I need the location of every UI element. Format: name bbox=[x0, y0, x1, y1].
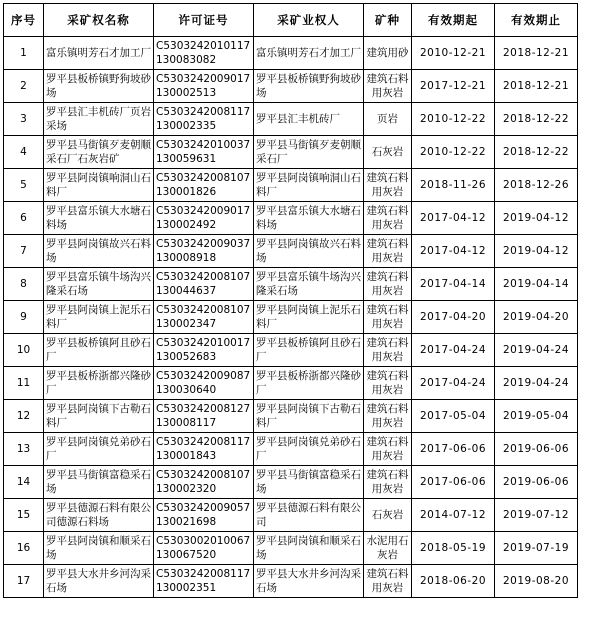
cell-license-number: C5303242008107130001826 bbox=[154, 169, 254, 202]
cell-mining-right-name: 罗平县阿岗镇下古勒石料厂 bbox=[44, 400, 154, 433]
cell-index: 14 bbox=[4, 466, 44, 499]
cell-start-date: 2018-05-19 bbox=[412, 532, 495, 565]
table-header bbox=[4, 4, 578, 37]
cell-index: 4 bbox=[4, 136, 44, 169]
cell-start-date: 2018-11-26 bbox=[412, 169, 495, 202]
cell-end-date: 2019-04-12 bbox=[495, 202, 578, 235]
cell-mineral-type: 建筑石料用灰岩 bbox=[364, 565, 412, 598]
cell-index: 13 bbox=[4, 433, 44, 466]
cell-index: 1 bbox=[4, 37, 44, 70]
cell-mineral-type: 水泥用石灰岩 bbox=[364, 532, 412, 565]
cell-mining-right-name: 罗平县板桥镇阿且砂石厂 bbox=[44, 334, 154, 367]
table-row bbox=[4, 334, 578, 367]
cell-mining-right-name: 罗平县阿岗镇响洞山石料厂 bbox=[44, 169, 154, 202]
mining-rights-table bbox=[3, 3, 578, 598]
header-end-date: 有效期止 bbox=[495, 4, 578, 37]
cell-mining-right-name: 罗平县大水井乡河沟采石场 bbox=[44, 565, 154, 598]
cell-end-date: 2019-07-12 bbox=[495, 499, 578, 532]
cell-license-number: C5303242009087130030640 bbox=[154, 367, 254, 400]
cell-end-date: 2019-04-24 bbox=[495, 367, 578, 400]
cell-start-date: 2017-06-06 bbox=[412, 433, 495, 466]
cell-start-date: 2017-12-21 bbox=[412, 70, 495, 103]
cell-owner: 罗平县马街镇歹麦朝顺采石厂 bbox=[254, 136, 364, 169]
cell-index: 11 bbox=[4, 367, 44, 400]
table-row bbox=[4, 532, 578, 565]
cell-owner: 罗平县阿岗镇和顺采石场 bbox=[254, 532, 364, 565]
cell-owner: 罗平县阿岗镇故兴石料场 bbox=[254, 235, 364, 268]
cell-license-number: C5303242009057130021698 bbox=[154, 499, 254, 532]
cell-index: 5 bbox=[4, 169, 44, 202]
cell-mining-right-name: 罗平县阿岗镇兑弟砂石厂 bbox=[44, 433, 154, 466]
cell-end-date: 2019-08-20 bbox=[495, 565, 578, 598]
cell-index: 8 bbox=[4, 268, 44, 301]
cell-mineral-type: 建筑石料用灰岩 bbox=[364, 433, 412, 466]
cell-end-date: 2019-04-14 bbox=[495, 268, 578, 301]
cell-mineral-type: 建筑石料用灰岩 bbox=[364, 169, 412, 202]
table-row bbox=[4, 70, 578, 103]
cell-mineral-type: 建筑石料用灰岩 bbox=[364, 301, 412, 334]
cell-start-date: 2017-04-12 bbox=[412, 235, 495, 268]
cell-license-number: C5303242008107130002347 bbox=[154, 301, 254, 334]
cell-end-date: 2018-12-21 bbox=[495, 70, 578, 103]
cell-index: 16 bbox=[4, 532, 44, 565]
cell-index: 6 bbox=[4, 202, 44, 235]
cell-license-number: C5303242009017130002492 bbox=[154, 202, 254, 235]
cell-owner: 罗平县大水井乡河沟采石场 bbox=[254, 565, 364, 598]
table-row bbox=[4, 433, 578, 466]
cell-end-date: 2018-12-26 bbox=[495, 169, 578, 202]
cell-mineral-type: 建筑用砂 bbox=[364, 37, 412, 70]
table-row bbox=[4, 499, 578, 532]
cell-start-date: 2018-06-20 bbox=[412, 565, 495, 598]
table-row bbox=[4, 136, 578, 169]
table-row bbox=[4, 268, 578, 301]
cell-start-date: 2017-05-04 bbox=[412, 400, 495, 433]
cell-end-date: 2019-04-20 bbox=[495, 301, 578, 334]
cell-end-date: 2019-06-06 bbox=[495, 433, 578, 466]
cell-start-date: 2017-04-24 bbox=[412, 367, 495, 400]
cell-owner: 罗平县阿岗镇兑弟砂石厂 bbox=[254, 433, 364, 466]
cell-owner: 富乐镇明芳石才加工厂 bbox=[254, 37, 364, 70]
cell-start-date: 2014-07-12 bbox=[412, 499, 495, 532]
cell-license-number: C5303242008127130008117 bbox=[154, 400, 254, 433]
table-row bbox=[4, 103, 578, 136]
cell-license-number: C5303242009037130008918 bbox=[154, 235, 254, 268]
cell-license-number: C5303242008107130002320 bbox=[154, 466, 254, 499]
cell-license-number: C5303242009017130002513 bbox=[154, 70, 254, 103]
cell-end-date: 2019-06-06 bbox=[495, 466, 578, 499]
table-body bbox=[4, 37, 578, 598]
table-row bbox=[4, 400, 578, 433]
cell-start-date: 2017-04-24 bbox=[412, 334, 495, 367]
cell-owner: 罗平县富乐镇牛场沟兴隆采石场 bbox=[254, 268, 364, 301]
header-license: 许可证号 bbox=[154, 4, 254, 37]
cell-start-date: 2010-12-22 bbox=[412, 103, 495, 136]
cell-license-number: C5303242008117130001843 bbox=[154, 433, 254, 466]
cell-start-date: 2017-06-06 bbox=[412, 466, 495, 499]
cell-mineral-type: 建筑石料用灰岩 bbox=[364, 235, 412, 268]
header-mineral: 矿种 bbox=[364, 4, 412, 37]
header-start-date: 有效期起 bbox=[412, 4, 495, 37]
cell-mineral-type: 建筑石料用灰岩 bbox=[364, 367, 412, 400]
header-row bbox=[4, 4, 578, 37]
header-index: 序号 bbox=[4, 4, 44, 37]
cell-start-date: 2017-04-14 bbox=[412, 268, 495, 301]
header-name: 采矿权名称 bbox=[44, 4, 154, 37]
cell-end-date: 2019-05-04 bbox=[495, 400, 578, 433]
cell-owner: 罗平县德源石料有限公司 bbox=[254, 499, 364, 532]
cell-license-number: C5303242008117130002335 bbox=[154, 103, 254, 136]
cell-mining-right-name: 罗平县汇丰机砖厂页岩采场 bbox=[44, 103, 154, 136]
cell-start-date: 2010-12-21 bbox=[412, 37, 495, 70]
cell-license-number: C5303242008107130044637 bbox=[154, 268, 254, 301]
cell-mining-right-name: 罗平县富乐镇大水塘石料场 bbox=[44, 202, 154, 235]
cell-end-date: 2019-04-24 bbox=[495, 334, 578, 367]
cell-owner: 罗平县富乐镇大水塘石料场 bbox=[254, 202, 364, 235]
cell-mineral-type: 建筑石料用灰岩 bbox=[364, 70, 412, 103]
cell-index: 9 bbox=[4, 301, 44, 334]
cell-owner: 罗平县阿岗镇响洞山石料厂 bbox=[254, 169, 364, 202]
cell-mining-right-name: 罗平县富乐镇牛场沟兴隆采石场 bbox=[44, 268, 154, 301]
cell-owner: 罗平县汇丰机砖厂 bbox=[254, 103, 364, 136]
table-wrapper bbox=[3, 3, 578, 598]
header-owner: 采矿业权人 bbox=[254, 4, 364, 37]
cell-owner: 罗平县阿岗镇上泥乐石料厂 bbox=[254, 301, 364, 334]
cell-mineral-type: 石灰岩 bbox=[364, 499, 412, 532]
cell-license-number: C5303242010037130059631 bbox=[154, 136, 254, 169]
cell-mining-right-name: 富乐镇明芳石才加工厂 bbox=[44, 37, 154, 70]
cell-mining-right-name: 罗平县板桥浙都兴隆砂厂 bbox=[44, 367, 154, 400]
table-row bbox=[4, 466, 578, 499]
cell-owner: 罗平县板桥镇阿且砂石厂 bbox=[254, 334, 364, 367]
table-row bbox=[4, 565, 578, 598]
cell-start-date: 2017-04-12 bbox=[412, 202, 495, 235]
cell-end-date: 2018-12-22 bbox=[495, 103, 578, 136]
cell-end-date: 2018-12-22 bbox=[495, 136, 578, 169]
cell-index: 2 bbox=[4, 70, 44, 103]
cell-mineral-type: 建筑石料用灰岩 bbox=[364, 202, 412, 235]
cell-mineral-type: 石灰岩 bbox=[364, 136, 412, 169]
cell-mining-right-name: 罗平县板桥镇野狗坡砂场 bbox=[44, 70, 154, 103]
cell-mineral-type: 建筑石料用灰岩 bbox=[364, 268, 412, 301]
cell-end-date: 2019-07-19 bbox=[495, 532, 578, 565]
cell-mining-right-name: 罗平县德源石料有限公司德源石料场 bbox=[44, 499, 154, 532]
cell-owner: 罗平县马街镇富稳采石场 bbox=[254, 466, 364, 499]
cell-end-date: 2018-12-21 bbox=[495, 37, 578, 70]
cell-owner: 罗平县板桥镇野狗坡砂场 bbox=[254, 70, 364, 103]
cell-mineral-type: 建筑石料用灰岩 bbox=[364, 334, 412, 367]
cell-mining-right-name: 罗平县阿岗镇上泥乐石料厂 bbox=[44, 301, 154, 334]
cell-start-date: 2017-04-20 bbox=[412, 301, 495, 334]
cell-mining-right-name: 罗平县阿岗镇和顺采石场 bbox=[44, 532, 154, 565]
table-row bbox=[4, 235, 578, 268]
cell-license-number: C5303242010017130052683 bbox=[154, 334, 254, 367]
cell-mining-right-name: 罗平县阿岗镇故兴石料场 bbox=[44, 235, 154, 268]
cell-mineral-type: 页岩 bbox=[364, 103, 412, 136]
table-row bbox=[4, 169, 578, 202]
cell-index: 3 bbox=[4, 103, 44, 136]
cell-index: 12 bbox=[4, 400, 44, 433]
cell-index: 15 bbox=[4, 499, 44, 532]
cell-owner: 罗平县板桥浙都兴隆砂厂 bbox=[254, 367, 364, 400]
cell-license-number: C5303242010117130083082 bbox=[154, 37, 254, 70]
table-row bbox=[4, 301, 578, 334]
table-row bbox=[4, 202, 578, 235]
cell-license-number: C5303242008117130002351 bbox=[154, 565, 254, 598]
cell-index: 7 bbox=[4, 235, 44, 268]
cell-mining-right-name: 罗平县马街镇富稳采石场 bbox=[44, 466, 154, 499]
table-row bbox=[4, 367, 578, 400]
cell-start-date: 2010-12-22 bbox=[412, 136, 495, 169]
cell-mining-right-name: 罗平县马街镇歹麦朝顺采石厂石灰岩矿 bbox=[44, 136, 154, 169]
cell-index: 17 bbox=[4, 565, 44, 598]
cell-owner: 罗平县阿岗镇下古勒石料厂 bbox=[254, 400, 364, 433]
cell-mineral-type: 建筑石料用灰岩 bbox=[364, 400, 412, 433]
cell-end-date: 2019-04-12 bbox=[495, 235, 578, 268]
cell-index: 10 bbox=[4, 334, 44, 367]
cell-mineral-type: 建筑石料用灰岩 bbox=[364, 466, 412, 499]
table-row bbox=[4, 37, 578, 70]
cell-license-number: C5303002010067130067520 bbox=[154, 532, 254, 565]
